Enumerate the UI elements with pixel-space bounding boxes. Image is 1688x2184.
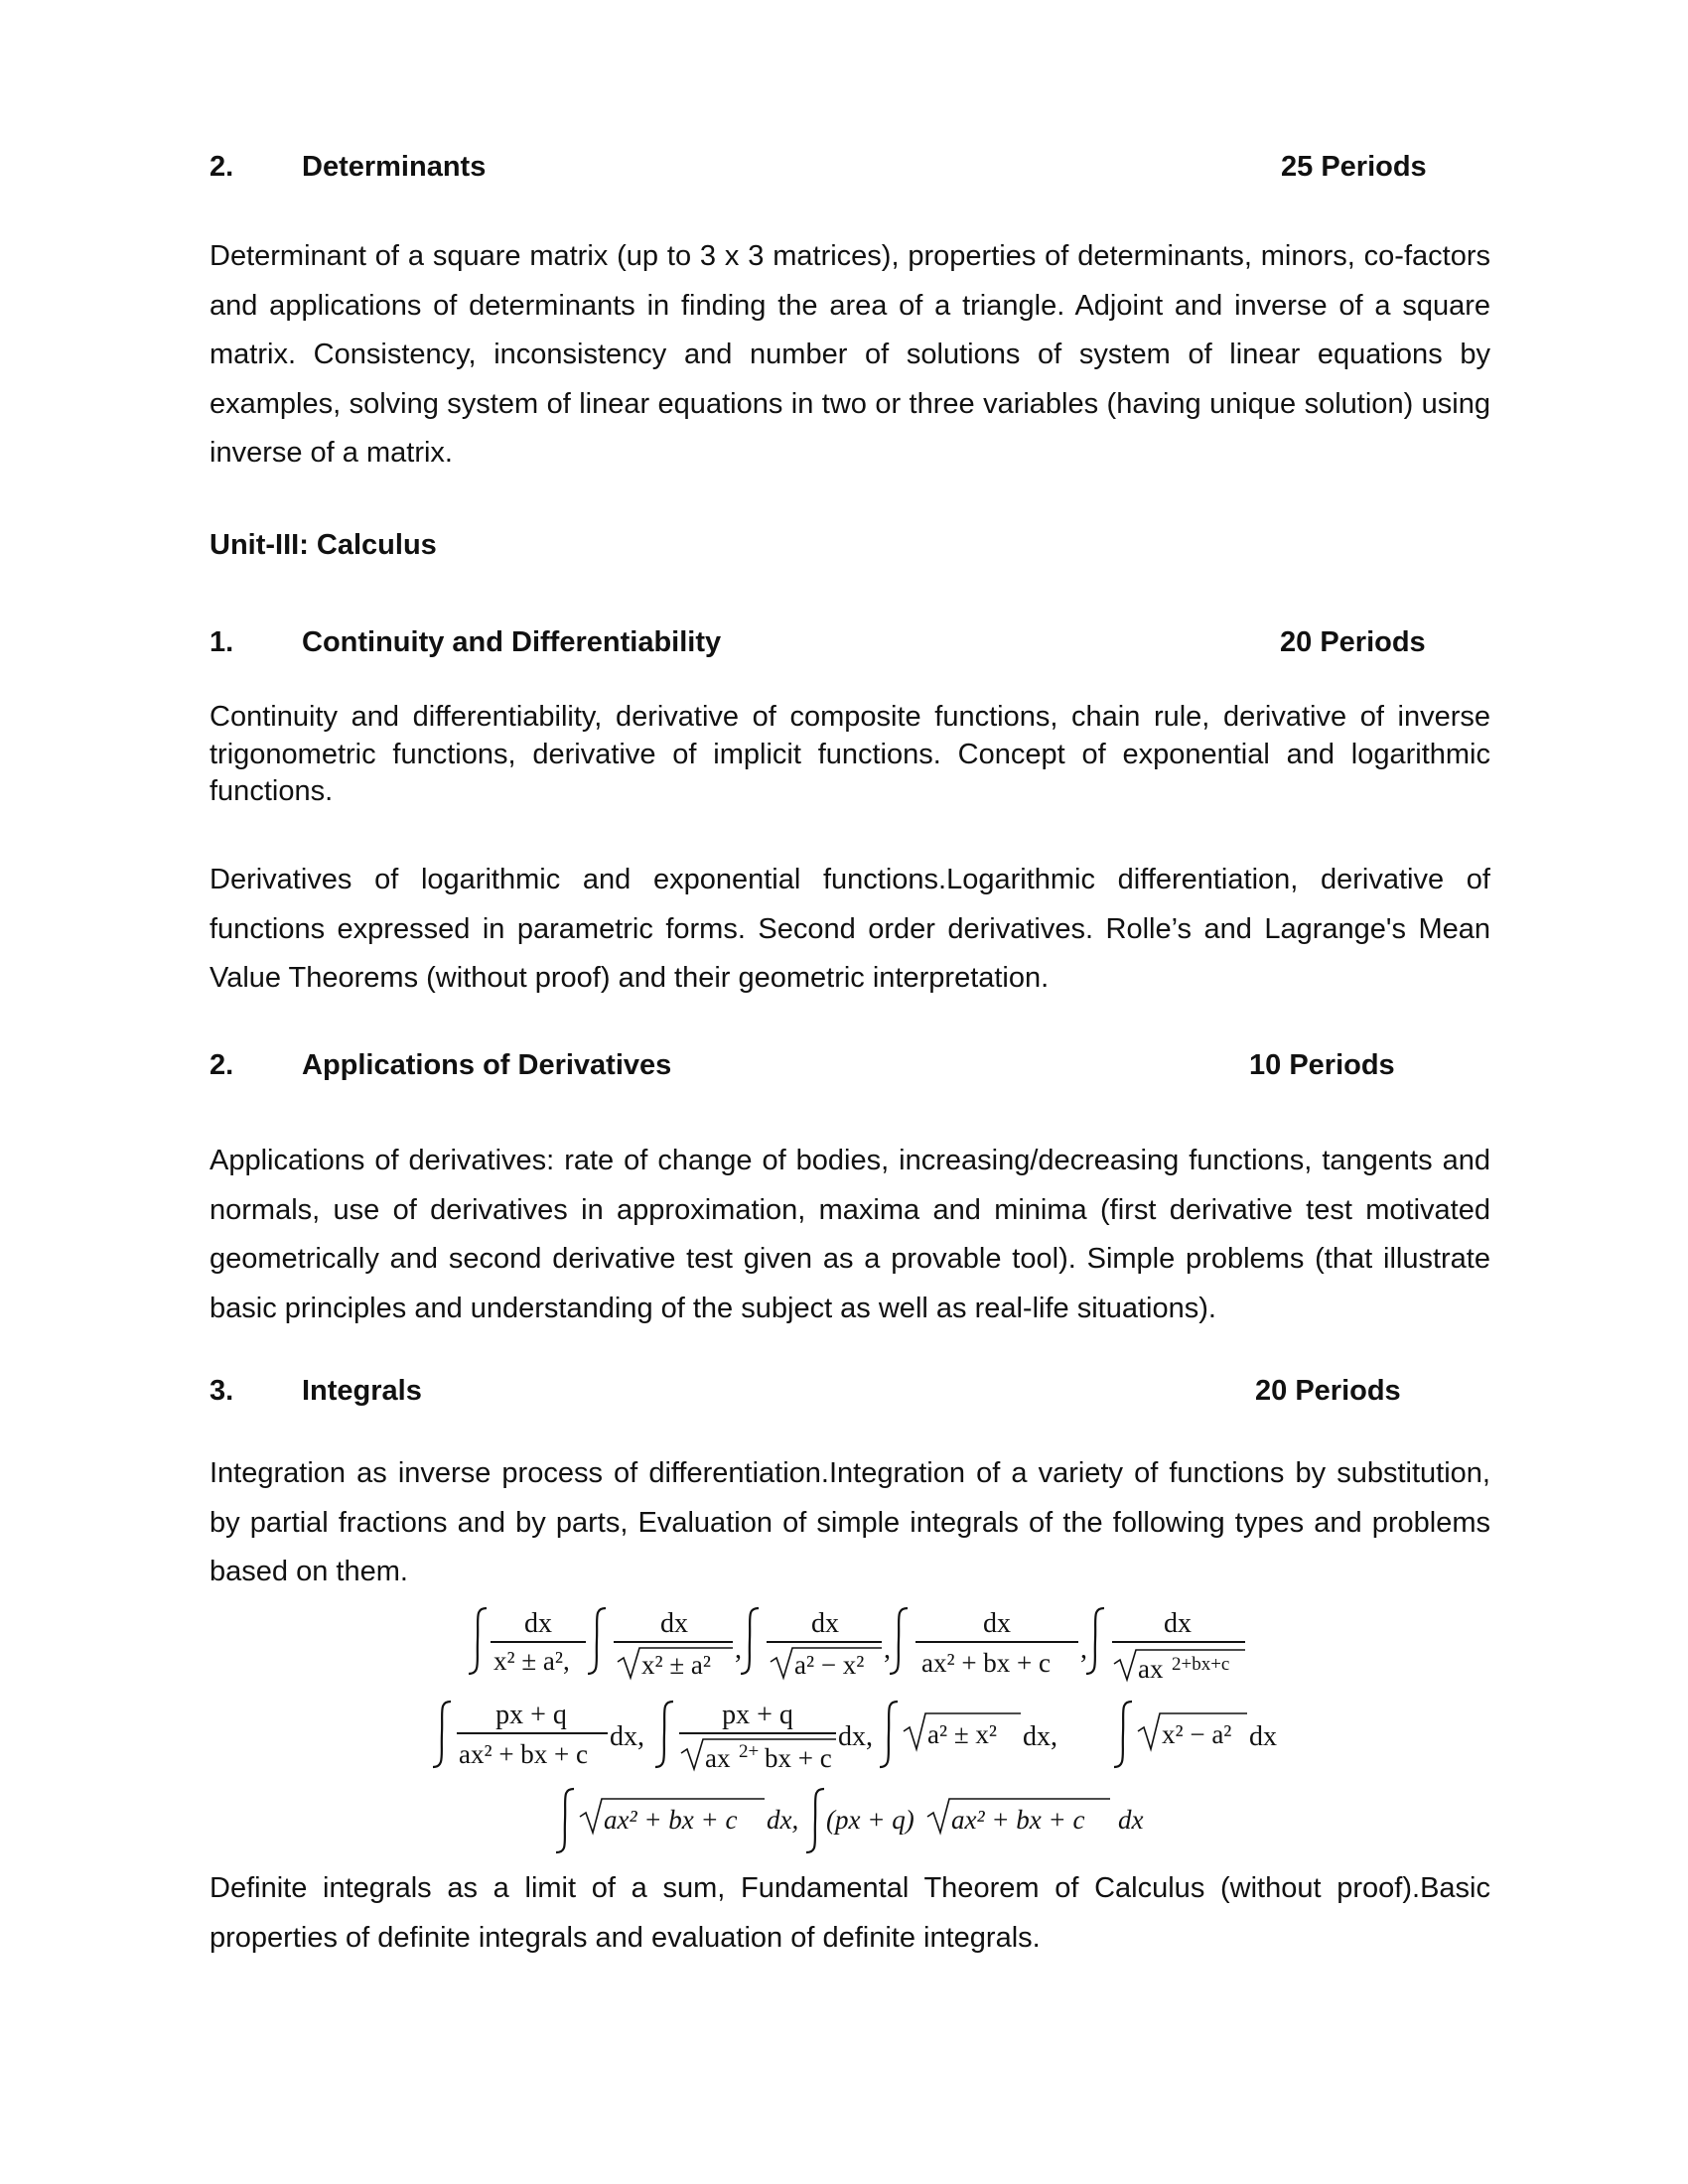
denominator: ax² + bx + c bbox=[459, 1739, 589, 1769]
section-body: Continuity and differentiability, derivative of composite functions, chain rule, derivative of inverse trigonometric functions, derivative of implicit functions. Concept of exponential and logarithmic functions. bbox=[210, 701, 1490, 807]
integral-sign-icon bbox=[655, 1702, 673, 1767]
section-number: 2. bbox=[210, 151, 234, 183]
section-periods: 25 Periods bbox=[1281, 151, 1427, 183]
numerator: dx bbox=[811, 1608, 839, 1639]
section-title: Integrals bbox=[302, 1375, 422, 1407]
numerator: dx bbox=[524, 1608, 552, 1639]
section-number: 3. bbox=[210, 1375, 234, 1407]
integral-sign-icon bbox=[469, 1608, 487, 1674]
numerator: dx bbox=[1164, 1608, 1192, 1639]
section-number: 2. bbox=[210, 1049, 234, 1081]
formula-row-2 bbox=[433, 1700, 1277, 1773]
section-body: Applications of derivatives: rate of change of bodies, increasing/decreasing functions, tangents and normals, use of derivatives in approximation, maxima and minima (first derivative test motivated geometrically and second derivative test given as a provable tool). Simple problems (that illustrate basic principles and understanding of the subject as well as real-life situations). bbox=[210, 1145, 1490, 1324]
section-periods: 10 Periods bbox=[1249, 1049, 1395, 1081]
numerator: px + q bbox=[495, 1700, 567, 1730]
integral-sign-icon bbox=[1114, 1702, 1132, 1767]
integral-sign-icon bbox=[806, 1789, 824, 1852]
denominator: ax bbox=[1138, 1654, 1164, 1684]
formula-prefix: (px + q) bbox=[826, 1805, 914, 1835]
unit-heading: Unit-III: Calculus bbox=[210, 529, 437, 561]
formula-tail: dx bbox=[1249, 1721, 1277, 1752]
denominator: ax² + bx + c bbox=[921, 1648, 1052, 1678]
integral-sign-icon bbox=[588, 1608, 606, 1674]
formula-row-1 bbox=[469, 1608, 1245, 1684]
formula-tail: dx, bbox=[838, 1721, 873, 1752]
separator: , bbox=[1080, 1634, 1087, 1665]
integral-sign-icon bbox=[880, 1702, 898, 1767]
section-number: 1. bbox=[210, 626, 234, 658]
formula-graphic bbox=[0, 1588, 1688, 1856]
integral-sign-icon bbox=[741, 1608, 759, 1674]
section-periods: 20 Periods bbox=[1280, 626, 1426, 658]
integral-sign-icon bbox=[890, 1608, 908, 1674]
section-title: Continuity and Differentiability bbox=[302, 626, 722, 658]
formula-tail: dx, bbox=[1023, 1721, 1057, 1752]
denominator-superscript: 2+bx+c bbox=[1172, 1654, 1230, 1675]
integral-sign-icon bbox=[433, 1702, 451, 1767]
formula-tail: dx bbox=[1118, 1805, 1144, 1835]
separator: , bbox=[735, 1634, 742, 1665]
formula-tail: dx, bbox=[610, 1721, 644, 1752]
section-body: Derivatives of logarithmic and exponential functions.Logarithmic differentiation, derivative of functions expressed in parametric forms. Second order derivatives. Rolle’s and Lagrange's Mean Value Theorems (without proof) and their geometric interpretation. bbox=[210, 864, 1490, 994]
numerator: dx bbox=[983, 1608, 1011, 1639]
integral-formulas bbox=[0, 1588, 1688, 1856]
section-body: Definite integrals as a limit of a sum, Fundamental Theorem of Calculus (without proof).Basic properties of definite integrals and evaluation of definite integrals. bbox=[210, 1872, 1490, 1954]
section-body: Integration as inverse process of differentiation.Integration of a variety of functions by substitution, by partial fractions and by parts, Evaluation of simple integrals of the following types and problems based on them. bbox=[210, 1457, 1490, 1587]
radicand: ax² + bx + c bbox=[951, 1805, 1085, 1835]
formula-row-3 bbox=[556, 1789, 1144, 1852]
integral-sign-icon bbox=[556, 1789, 574, 1852]
denominator: a² − x² bbox=[794, 1650, 865, 1680]
denominator: bx + c bbox=[765, 1743, 832, 1773]
formula-tail: dx, bbox=[767, 1805, 799, 1835]
radicand: a² ± x² bbox=[927, 1719, 997, 1749]
denominator: x² ± a², bbox=[493, 1646, 570, 1676]
denominator-superscript: 2+ bbox=[739, 1741, 760, 1762]
radicand: x² − a² bbox=[1162, 1719, 1232, 1749]
radicand: ax² + bx + c bbox=[604, 1805, 738, 1835]
section-title: Determinants bbox=[302, 151, 487, 183]
section-title: Applications of Derivatives bbox=[302, 1049, 672, 1081]
integral-sign-icon bbox=[1086, 1608, 1104, 1674]
denominator: ax bbox=[705, 1743, 731, 1773]
denominator: x² ± a² bbox=[641, 1650, 711, 1680]
section-periods: 20 Periods bbox=[1255, 1375, 1401, 1407]
section-body: Determinant of a square matrix (up to 3 x 3 matrices), properties of determinants, minors, co-factors and applications of determinants in finding the area of a triangle. Adjoint and inverse of a square matrix. Consistency, inconsistency and number of solutions of system of linear equations by examples, solving system of linear equations in two or three variables (having unique solution) using inverse of a matrix. bbox=[210, 240, 1490, 469]
separator: , bbox=[884, 1634, 891, 1665]
numerator: dx bbox=[660, 1608, 688, 1639]
numerator: px + q bbox=[722, 1700, 793, 1730]
